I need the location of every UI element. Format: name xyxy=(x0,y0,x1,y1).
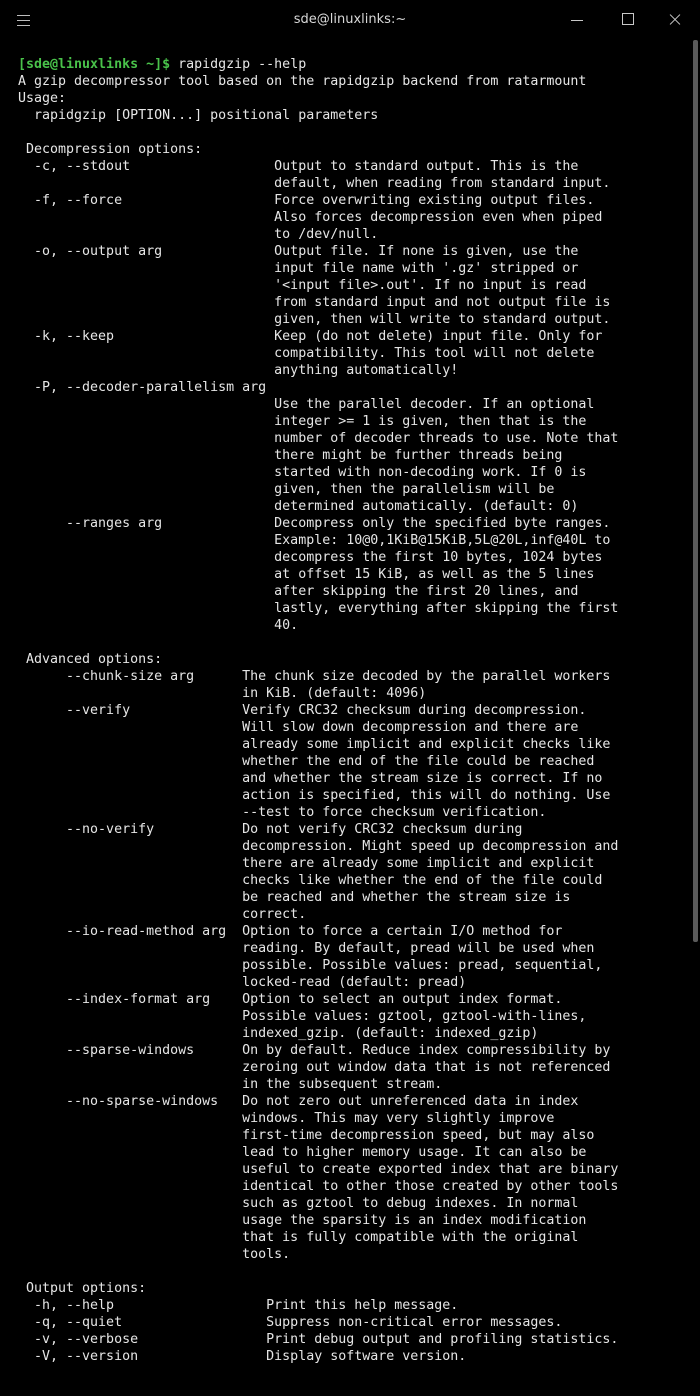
maximize-icon xyxy=(622,13,634,25)
output-line: --io-read-method arg Option to force a certain I/O method for xyxy=(18,924,563,939)
output-line: --chunk-size arg The chunk size decoded by the parallel workers xyxy=(18,669,611,684)
command-line xyxy=(18,56,684,73)
output-line: -v, --verbose Print debug output and profiling statistics. xyxy=(18,1332,619,1347)
output-line: Example: 10@0,1KiB@15KiB,5L@20L,inf@40L to xyxy=(18,533,611,548)
output-line: lead to higher memory usage. It can also be xyxy=(18,1145,587,1160)
output-line: anything automatically! xyxy=(18,363,459,378)
output-line: zeroing out window data that is not referenced xyxy=(18,1060,611,1075)
output-line: -o, --output arg Output file. If none is given, use the xyxy=(18,244,579,259)
output-line: --verify Verify CRC32 checksum during decompression. xyxy=(18,703,587,718)
output-line: reading. By default, pread will be used when xyxy=(18,941,595,956)
output-line: already some implicit and explicit checks like xyxy=(18,737,611,752)
output-line: Output options: xyxy=(18,1281,147,1296)
output-line: decompress the first 10 bytes, 1024 bytes xyxy=(18,550,603,565)
terminal-output[interactable] xyxy=(18,56,684,1396)
output-line: --ranges arg Decompress only the specified byte ranges. xyxy=(18,516,611,531)
output-line: in KiB. (default: 4096) xyxy=(18,686,427,701)
output-line: rapidgzip [OPTION...] positional parameters xyxy=(18,108,379,123)
output-line: compatibility. This tool will not delete xyxy=(18,346,595,361)
output-line: -k, --keep Keep (do not delete) input file. Only for xyxy=(18,329,603,344)
output-line: number of decoder threads to use. Note that xyxy=(18,431,619,446)
output-line: -q, --quiet Suppress non-critical error messages. xyxy=(18,1315,563,1330)
output-line: that is fully compatible with the original xyxy=(18,1230,579,1245)
output-line: in the subsequent stream. xyxy=(18,1077,443,1092)
output-line: locked-read (default: pread) xyxy=(18,975,467,990)
shell-prompt: [sde@linuxlinks ~]$ xyxy=(18,57,171,72)
close-button[interactable] xyxy=(662,8,690,32)
output-line: after skipping the first 20 lines, and xyxy=(18,584,579,599)
output-line: windows. This may very slightly improve xyxy=(18,1111,555,1126)
output-line: integer >= 1 is given, then that is the xyxy=(18,414,587,429)
output-line: decompression. Might speed up decompression and xyxy=(18,839,619,854)
output-line: started with non-decoding work. If 0 is xyxy=(18,465,587,480)
output-line xyxy=(18,1263,684,1280)
output-line: given, then will write to standard output. xyxy=(18,312,611,327)
output-line: Usage: xyxy=(18,91,67,106)
output-line: Possible values: gztool, gztool-with-lines, xyxy=(18,1009,587,1024)
output-line: Will slow down decompression and there are xyxy=(18,720,579,735)
minimize-button[interactable] xyxy=(564,8,592,32)
output-line: Advanced options: xyxy=(18,652,163,667)
output-line: -V, --version Display software version. xyxy=(18,1349,467,1364)
output-line: from standard input and not output file is xyxy=(18,295,611,310)
output-line: usage the sparsity is an index modification xyxy=(18,1213,587,1228)
output-line: --no-sparse-windows Do not zero out unreferenced data in index xyxy=(18,1094,579,1109)
output-line xyxy=(18,124,684,141)
window-title: sde@linuxlinks:~ xyxy=(293,12,407,27)
output-line: -P, --decoder-parallelism arg xyxy=(18,380,267,395)
maximize-button[interactable] xyxy=(614,8,642,32)
output-line: Decompression options: xyxy=(18,142,203,157)
output-line: indexed_gzip. (default: indexed_gzip) xyxy=(18,1026,539,1041)
output-line: identical to other those created by other tools xyxy=(18,1179,619,1194)
output-line: at offset 15 KiB, as well as the 5 lines xyxy=(18,567,595,582)
output-line: lastly, everything after skipping the first xyxy=(18,601,619,616)
output-line: determined automatically. (default: 0) xyxy=(18,499,579,514)
output-line: possible. Possible values: pread, sequential, xyxy=(18,958,603,973)
output-line: useful to create exported index that are binary xyxy=(18,1162,619,1177)
output-line: A gzip decompressor tool based on the rapidgzip backend from ratarmount xyxy=(18,74,587,89)
scrollbar[interactable] xyxy=(693,40,698,942)
output-line: Use the parallel decoder. If an optional xyxy=(18,397,595,412)
title-bar xyxy=(0,0,700,40)
output-line: --index-format arg Option to select an output index format. xyxy=(18,992,563,1007)
output-line: default, when reading from standard input. xyxy=(18,176,611,191)
output-line: --test to force checksum verification. xyxy=(18,805,547,820)
output-line: tools. xyxy=(18,1247,291,1262)
output-line: 40. xyxy=(18,618,299,633)
output-line: such as gztool to debug indexes. In normal xyxy=(18,1196,579,1211)
output-line: given, then the parallelism will be xyxy=(18,482,555,497)
output-line: there might be further threads being xyxy=(18,448,563,463)
minimize-icon xyxy=(571,20,583,21)
output-line: and whether the stream size is correct. If no xyxy=(18,771,603,786)
output-line: Also forces decompression even when piped xyxy=(18,210,603,225)
output-line: '<input file>.out'. If no input is read xyxy=(18,278,587,293)
output-line: input file name with '.gz' stripped or xyxy=(18,261,579,276)
output-line: be reached and whether the stream size is xyxy=(18,890,571,905)
output-line: --no-verify Do not verify CRC32 checksum during xyxy=(18,822,523,837)
output-line: action is specified, this will do nothing. Use xyxy=(18,788,611,803)
output-line: -h, --help Print this help message. xyxy=(18,1298,459,1313)
output-line: there are already some implicit and explicit xyxy=(18,856,595,871)
output-line: -c, --stdout Output to standard output. This is the xyxy=(18,159,579,174)
output-line: whether the end of the file could be reached xyxy=(18,754,595,769)
output-line xyxy=(18,634,684,651)
output-line: correct. xyxy=(18,907,307,922)
output-line: -f, --force Force overwriting existing output files. xyxy=(18,193,595,208)
output-line: first-time decompression speed, but may also xyxy=(18,1128,595,1143)
output-line: checks like whether the end of the file could xyxy=(18,873,603,888)
output-line: to /dev/null. xyxy=(18,227,379,242)
command-text: rapidgzip --help xyxy=(170,57,307,72)
output-line: --sparse-windows On by default. Reduce index compressibility by xyxy=(18,1043,611,1058)
